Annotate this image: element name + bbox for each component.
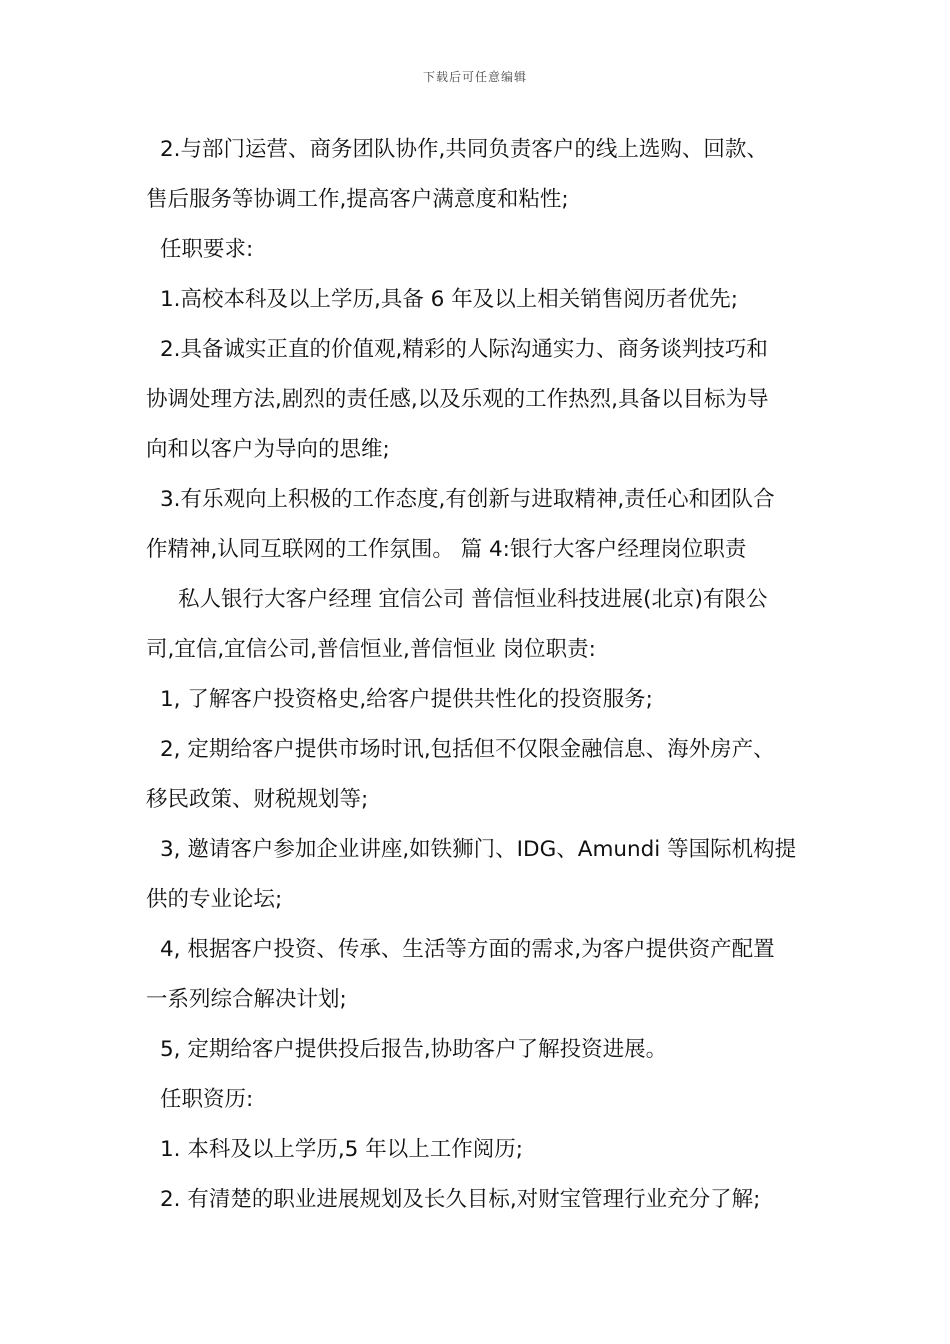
paragraph-line: 司,宜信,宜信公司,普信恒业,普信恒业 岗位职责:	[146, 637, 596, 662]
paragraph-line: 3.有乐观向上积极的工作态度,有创新与进取精神,责任心和团队合	[160, 487, 775, 512]
paragraph-line: 供的专业论坛;	[146, 887, 283, 912]
paragraph-line: 2, 定期给客户提供市场时讯,包括但不仅限金融信息、海外房产、	[160, 737, 775, 762]
paragraph-line: 2.具备诚实正直的价值观,精彩的人际沟通实力、商务谈判技巧和	[160, 337, 768, 362]
paragraph-line: 5, 定期给客户提供投后报告,协助客户了解投资进展。	[160, 1037, 668, 1062]
paragraph-line: 1, 了解客户投资格史,给客户提供共性化的投资服务;	[160, 687, 653, 712]
section-heading: 任职要求:	[160, 237, 254, 262]
paragraph-line: 一系列综合解决计划;	[146, 987, 347, 1012]
paragraph-line: 2.与部门运营、商务团队协作,共同负责客户的线上选购、回款、	[160, 137, 768, 162]
paragraph-line: 2. 有清楚的职业进展规划及长久目标,对财宝管理行业充分了解;	[160, 1187, 761, 1212]
paragraph-line: 1.高校本科及以上学历,具备 6 年及以上相关销售阅历者优先;	[160, 287, 738, 312]
paragraph-line: 售后服务等协调工作,提高客户满意度和粘性;	[146, 187, 569, 212]
paragraph-line: 移民政策、财税规划等;	[146, 787, 369, 812]
header-note: 下载后可任意编辑	[422, 70, 527, 84]
paragraph-line: 3, 邀请客户参加企业讲座,如铁狮门、IDG、Amundi 等国际机构提	[160, 837, 797, 862]
paragraph-line: 向和以客户为导向的思维;	[146, 437, 390, 462]
paragraph-line: 1. 本科及以上学历,5 年以上工作阅历;	[160, 1137, 523, 1162]
paragraph-line: 私人银行大客户经理 宜信公司 普信恒业科技进展(北京)有限公	[178, 587, 768, 612]
paragraph-line: 协调处理方法,剧烈的责任感,以及乐观的工作热烈,具备以目标为导	[146, 387, 769, 412]
paragraph-line: 4, 根据客户投资、传承、生活等方面的需求,为客户提供资产配置	[160, 937, 775, 962]
paragraph-line: 作精神,认同互联网的工作氛围。 篇 4:银行大客户经理岗位职责	[146, 537, 747, 562]
section-heading: 任职资历:	[160, 1087, 254, 1112]
